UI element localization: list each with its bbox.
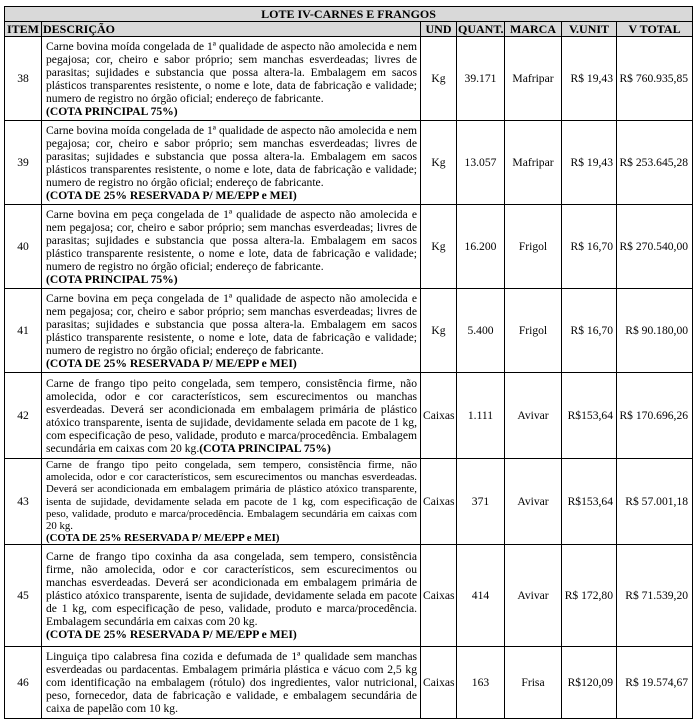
quantity-cell: 371	[457, 459, 505, 545]
brand-cell: Mafripar	[505, 121, 562, 205]
total-price-cell: R$ 19.574,67	[617, 647, 693, 719]
quantity-cell: 39.171	[457, 37, 505, 121]
quota-label: (COTA DE 25% RESERVADA P/ ME/EPP e MEI)	[46, 356, 297, 370]
header-vtotal: V TOTAL	[617, 22, 693, 37]
item-number: 45	[5, 545, 42, 647]
unit-price-cell: R$ 172,80	[562, 545, 617, 647]
quantity-cell: 414	[457, 545, 505, 647]
unit-price-cell: R$ 19,43	[562, 121, 617, 205]
brand-cell: Frigol	[505, 289, 562, 373]
brand-cell: Mafripar	[505, 37, 562, 121]
description-text: Carne bovina em peça congelada de 1ª qualidade de aspecto não amolecida e nem pegajosa; cor, cheiro e sabor próprio; sem manchas esverdeadas; livres de parasitas; sujidades e substancia que possa altera-la. Embalagem em sacos plástico transparente resistente, o nome e lote, data de fabricação e validade; numero de registro no órgão oficial; endereço de fabricante.	[46, 207, 417, 273]
item-number: 40	[5, 205, 42, 289]
quantity-cell: 1.111	[457, 373, 505, 459]
quantity-cell: 163	[457, 647, 505, 719]
quantity-cell: 13.057	[457, 121, 505, 205]
unit-cell: Caixas	[421, 373, 457, 459]
item-description	[42, 121, 421, 205]
header-marca: MARCA	[505, 22, 562, 37]
total-price-cell: R$ 270.540,00	[617, 205, 693, 289]
description-text: Carne de frango tipo coxinha da asa congelada, sem tempero, consistência firme, não amolecida, odor e cor característicos, sem escurecimentos ou manchas esverdeadas. Deverá ser acondicionada em embalagem primária de plástico atóxico transparente, isenta de sujidade, devidamente selada em pacote de 1 kg, com especificação de peso, validade, produto e marca/procedência. Embalagem secundária em caixas com 20 kg.	[46, 550, 417, 629]
unit-cell: Kg	[421, 205, 457, 289]
unit-cell: Caixas	[421, 459, 457, 545]
quota-label: (COTA DE 25% RESERVADA P/ ME/EPP e MEI)	[46, 532, 280, 545]
quota-label: (COTA PRINCIPAL 75%)	[199, 441, 331, 455]
table-header-row	[5, 22, 693, 37]
table-title-row	[5, 7, 693, 22]
item-number: 46	[5, 647, 42, 719]
total-price-cell: R$ 253.645,28	[617, 121, 693, 205]
table-row	[5, 373, 693, 459]
item-number: 38	[5, 37, 42, 121]
brand-cell: Frisa	[505, 647, 562, 719]
quantity-cell: 16.200	[457, 205, 505, 289]
item-description	[42, 459, 421, 545]
quota-label: (COTA DE 25% RESERVADA P/ ME/EPP e MEI)	[46, 188, 297, 202]
unit-cell: Kg	[421, 289, 457, 373]
document-page	[4, 6, 692, 719]
description-text: Linguiça tipo calabresa fina cozida e defumada de 1ª qualidade sem manchas esverdeadas ou pardacentas. Embalagem primária plástica e vácuo com 2,5 kg com identificação na embalagem (rótulo) dos ingredientes, valor nutricional, peso, fornecedor, data de fabricação e validade, e embalagem secundária de caixa de papelão com 10 kg.	[46, 650, 417, 716]
unit-price-cell: R$ 16,70	[562, 205, 617, 289]
item-number: 42	[5, 373, 42, 459]
description-text: Carne bovina em peça congelada de 1ª qualidade de aspecto não amolecida e nem pegajosa; cor, cheiro e sabor próprio; sem manchas esverdeadas; livres de parasitas; sujidades e substancia que possa altera-la. Embalagem em sacos plástico transparente resistente, o nome e lote, data de fabricação e validade; numero de registro no órgão oficial; endereço de fabricante.	[46, 291, 417, 357]
item-number: 39	[5, 121, 42, 205]
description-text: Carne de frango tipo peito congelada, sem tempero, consistência firme, não amolecida, odor e cor característicos, sem escurecimentos ou manchas esverdeadas. Deverá ser acondicionada em embalagem primária de plástico atóxico transparente, isenta de sujidade, devidamente selada em pacote de 1 kg, com especificação de peso, validade, produto e marca/procedência. Embalagem secundária em caixas com 20 kg.	[46, 459, 417, 533]
brand-cell: Avivar	[505, 459, 562, 545]
unit-cell: Caixas	[421, 545, 457, 647]
unit-cell: Kg	[421, 121, 457, 205]
table-row	[5, 289, 693, 373]
item-description	[42, 545, 421, 647]
table-row	[5, 121, 693, 205]
table-row	[5, 647, 693, 719]
quota-label: (COTA DE 25% RESERVADA P/ ME/EPP e MEI)	[46, 628, 297, 642]
unit-price-cell: R$ 19,43	[562, 37, 617, 121]
table-row	[5, 545, 693, 647]
quota-label: (COTA PRINCIPAL 75%)	[46, 272, 178, 286]
table-title: LOTE IV-CARNES E FRANGOS	[5, 7, 693, 22]
item-number: 43	[5, 459, 42, 545]
item-description	[42, 205, 421, 289]
table-row	[5, 37, 693, 121]
item-description	[42, 647, 421, 719]
item-description	[42, 373, 421, 459]
total-price-cell: R$ 71.539,20	[617, 545, 693, 647]
description-text: Carne bovina moída congelada de 1ª qualidade de aspecto não amolecida e nem pegajosa; cor, cheiro e sabor próprio; sem manchas esverdeadas; livres de parasitas; sujidades e substancia que possa altera-la. Embalagem em sacos plásticos transparentes resistente, o nome e lote, data de fabricação e validade; numero de registro no órgão oficial; endereço de fabricante.	[46, 39, 417, 105]
brand-cell: Avivar	[505, 545, 562, 647]
table-row	[5, 459, 693, 545]
header-item: ITEM	[5, 22, 42, 37]
description-text: Carne bovina moída congelada de 1ª qualidade de aspecto não amolecida e nem pegajosa; cor, cheiro e sabor próprio; sem manchas esverdeadas; livres de parasitas; sujidades e substancia que possa altera-la. Embalagem em sacos plásticos transparentes resistente, o nome e lote, data de fabricação e validade; numero de registro no órgão oficial; endereço de fabricante.	[46, 123, 417, 189]
header-und: UND	[421, 22, 457, 37]
item-number: 41	[5, 289, 42, 373]
total-price-cell: R$ 170.696,26	[617, 373, 693, 459]
brand-cell: Avivar	[505, 373, 562, 459]
unit-cell: Kg	[421, 37, 457, 121]
quantity-cell: 5.400	[457, 289, 505, 373]
description-text: Carne de frango tipo peito congelada, sem tempero, consistência firme, não amolecida, odor e cor característicos, sem escurecimentos ou manchas esverdeadas. Deverá ser acondicionada em embalagem primária de plástico atóxico transparente, isenta de sujidade, devidamente selada em pacote de 1 kg, com especificação de peso, validade, produto e marca/procedência. Embalagem secundária em caixas com 20 kg.	[46, 376, 417, 455]
item-description	[42, 289, 421, 373]
unit-price-cell: R$153,64	[562, 459, 617, 545]
unit-price-cell: R$153,64	[562, 373, 617, 459]
total-price-cell: R$ 57.001,18	[617, 459, 693, 545]
unit-price-cell: R$ 16,70	[562, 289, 617, 373]
quota-label: (COTA PRINCIPAL 75%)	[46, 104, 178, 118]
header-vunit: V.UNIT	[562, 22, 617, 37]
total-price-cell: R$ 760.935,85	[617, 37, 693, 121]
header-quant: QUANT.	[458, 21, 504, 36]
price-table	[4, 6, 693, 719]
total-price-cell: R$ 90.180,00	[617, 289, 693, 373]
brand-cell: Frigol	[505, 205, 562, 289]
item-description	[42, 37, 421, 121]
header-descricao: DESCRIÇÃO	[42, 22, 421, 37]
table-row	[5, 205, 693, 289]
unit-cell: Caixas	[421, 647, 457, 719]
unit-price-cell: R$120,09	[562, 647, 617, 719]
